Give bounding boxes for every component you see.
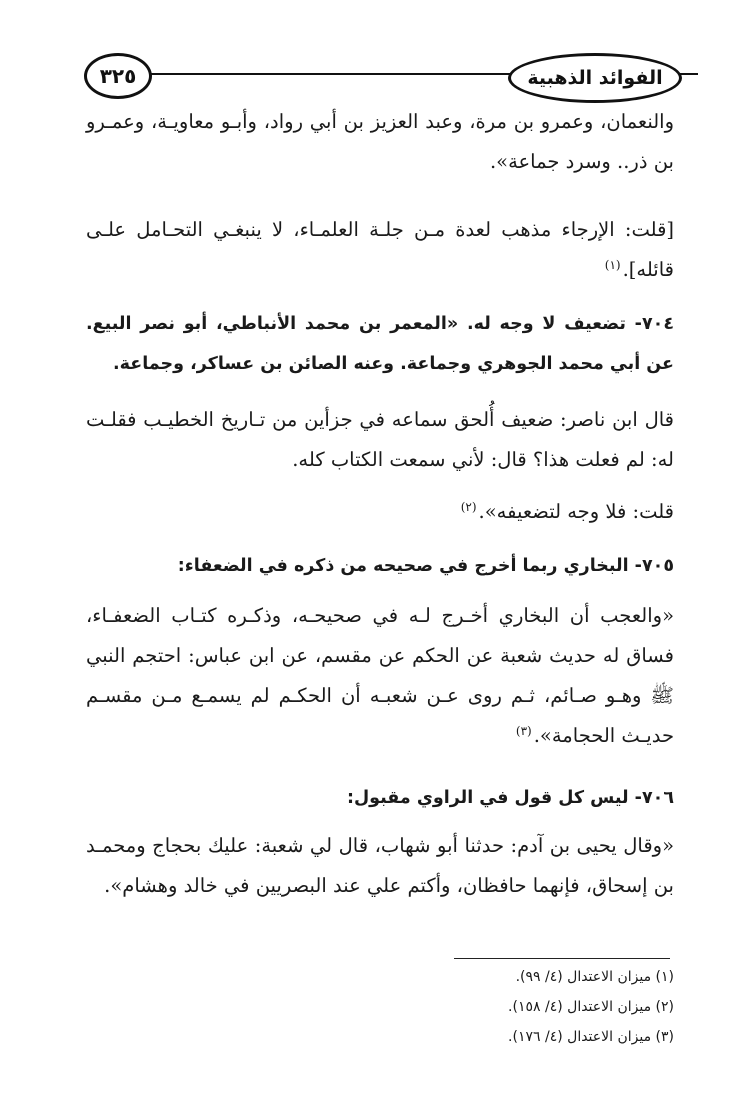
book-title: الفوائد الذهبية — [508, 53, 682, 103]
paragraph-conclusion: قلت: فلا وجه لتضعيفه».$^{(٢)}$ — [460, 499, 674, 523]
footnote-marker: (١) — [604, 257, 621, 272]
paragraph-bukhari: «والعجب أن البخاري أخـرج لـه في صحيحـه، وذكـره كتـاب الضعفـاء، فساق له حديث شعبة عن الحكم عن مقسم، عن ابن عباس: احتجم النبي ﷺ وهـو صـائم، ثـم روى عـن شعبـه أن الحكـم لم يسمـع مـن مقسـم حديـث الحجامة».$^{(٣)}$ — [86, 604, 674, 747]
paragraph-editor-note: [قلت: الإرجاء مذهب لعدة مـن جلـة العلمـاء، لا ينبغـي التحـامل علـى قائله].$^{(١)}$ — [86, 218, 674, 281]
paragraph-ibn-nasir: قال ابن ناصر: ضعيف أُلحق سماعه في جزأين من تـاريخ الخطيـب فقلـت له: لم فعلت هذا؟ قال: لأني سمعت الكتاب كله. — [86, 408, 674, 471]
section-heading-704: ٧٠٤- تضعيف لا وجه له. «المعمر بن محمد الأنباطي، أبو نصر البيع. عن أبي محمد الجوهري وجماعة. وعنه الصائن بن عساكر، وجماعة. — [86, 314, 674, 374]
footnote-1: (١) ميزان الاعتدال (٤/ ٩٩). — [515, 969, 674, 985]
footnote-marker: (٢) — [460, 499, 477, 514]
section-heading-705: ٧٠٥- البخاري ربما أخرج في صحيحه من ذكره في الضعفاء: — [177, 556, 674, 576]
footnote-marker: (٣) — [515, 723, 532, 738]
section-heading-706: ٧٠٦- ليس كل قول في الراوي مقبول: — [347, 788, 674, 808]
page-number: ٣٢٥ — [84, 53, 152, 99]
footnote-2: (٢) ميزان الاعتدال (٤/ ١٥٨). — [508, 999, 674, 1015]
footnotes — [86, 962, 674, 1052]
paragraph-yahya: «وقال يحيى بن آدم: حدثنا أبو شهاب، قال لي شعبة: عليك بحجاج ومحمـد بن إسحاق، فإنهما حافظان، وأكتم علي عند البصريين في خالد وهشام». — [86, 834, 674, 897]
paragraph-continuation: والنعمان، وعمرو بن مرة، وعبد العزيز بن أبي رواد، وأبـو معاويـة، وعمـرو بن ذر.. وسرد جماعة». — [86, 110, 674, 173]
footnote-separator — [454, 958, 670, 959]
footnote-3: (٣) ميزان الاعتدال (٤/ ١٧٦). — [508, 1029, 674, 1045]
